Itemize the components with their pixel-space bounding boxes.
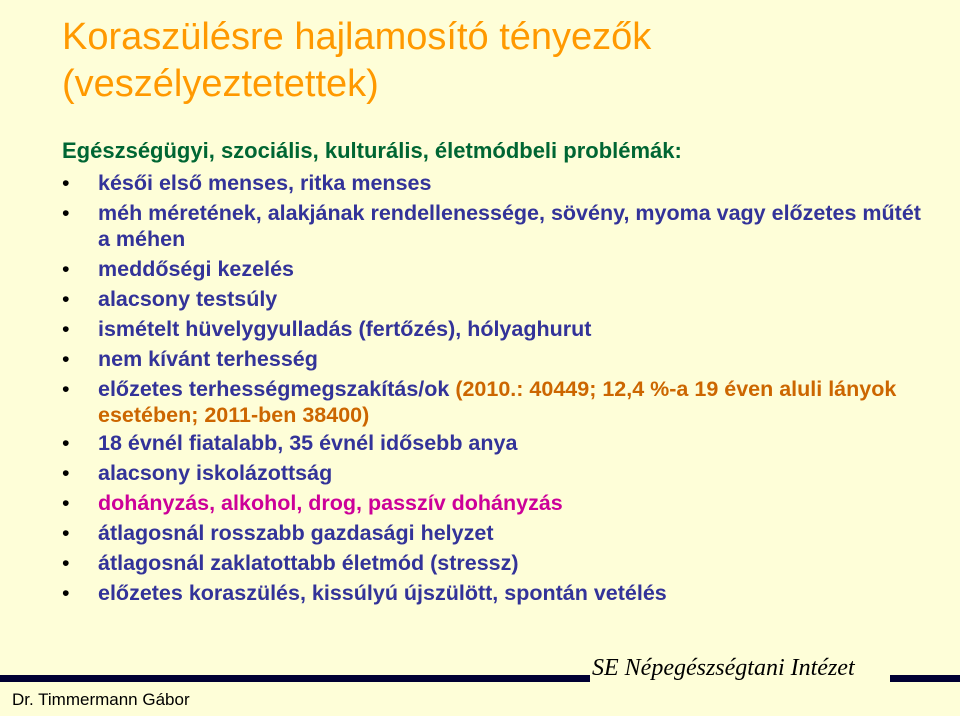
list-item-text: előzetes koraszülés, kissúlyú újszülött, spontán vetélés xyxy=(98,581,667,605)
list-item xyxy=(62,200,922,252)
list-item xyxy=(62,460,922,486)
list-item xyxy=(62,490,922,516)
list-item-note: (2010.: 40449; 12,4 %-a 19 éven aluli lányok esetében; 2011-ben 38400) xyxy=(98,377,897,427)
slide-title: Koraszülésre hajlamosító tényezők (veszélyeztetettek) xyxy=(62,16,652,105)
list-item-text: ismételt hüvelygyulladás (fertőzés), hólyaghurut xyxy=(98,317,592,341)
bullet: • xyxy=(62,461,70,485)
bullet: • xyxy=(62,317,70,341)
bullet: • xyxy=(62,257,70,281)
footer-divider xyxy=(0,675,590,682)
bullet: • xyxy=(62,521,70,545)
bullet: • xyxy=(62,581,70,605)
bullet: • xyxy=(62,551,70,575)
bullet: • xyxy=(62,491,70,515)
footer-author: Dr. Timmermann Gábor xyxy=(12,690,190,709)
list-item xyxy=(62,376,922,428)
list-item-text: átlagosnál zaklatottabb életmód (stressz) xyxy=(98,551,519,575)
list-item-text: nem kívánt terhesség xyxy=(98,347,318,371)
list-item-text: alacsony iskolázottság xyxy=(98,461,333,485)
bullet: • xyxy=(62,377,70,401)
list-item xyxy=(62,346,922,372)
list-item xyxy=(62,520,922,546)
list-item-text: 18 évnél fiatalabb, 35 évnél idősebb anya xyxy=(98,431,518,455)
bullet: • xyxy=(62,201,70,225)
list-item xyxy=(62,550,922,576)
bullet: • xyxy=(62,431,70,455)
footer-institute: SE Népegészségtani Intézet xyxy=(592,655,855,681)
list-item xyxy=(62,580,922,606)
bullet: • xyxy=(62,347,70,371)
list-item-text: késői első menses, ritka menses xyxy=(98,171,432,195)
list-item-text: előzetes terhességmegszakítás/ok xyxy=(98,377,450,401)
list-item xyxy=(62,256,922,282)
subheading: Egészségügyi, szociális, kulturális, életmódbeli problémák: xyxy=(62,138,682,163)
risk-factor-list xyxy=(62,170,922,610)
list-item-text: meddőségi kezelés xyxy=(98,257,294,281)
bullet: • xyxy=(62,287,70,311)
list-item xyxy=(62,170,922,196)
footer-divider-right xyxy=(890,675,960,682)
list-item xyxy=(62,316,922,342)
list-item-text: alacsony testsúly xyxy=(98,287,278,311)
bullet: • xyxy=(62,171,70,195)
list-item-text: átlagosnál rosszabb gazdasági helyzet xyxy=(98,521,494,545)
list-item-text: dohányzás, alkohol, drog, passzív dohányzás xyxy=(98,491,563,515)
list-item xyxy=(62,286,922,312)
list-item xyxy=(62,430,922,456)
list-item-text: méh méretének, alakjának rendellenessége, sövény, myoma vagy előzetes műtét a méhen xyxy=(98,201,921,251)
